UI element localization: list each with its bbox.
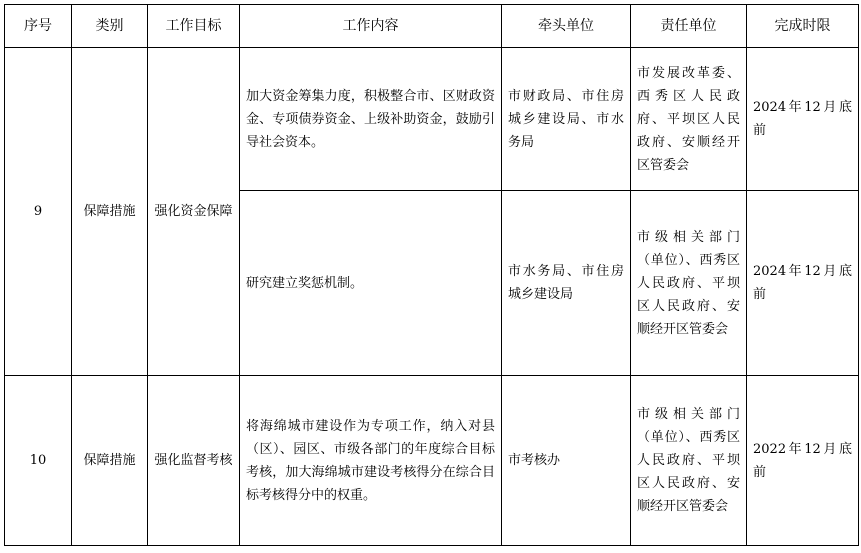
header-seq: 序号: [5, 5, 72, 48]
category-cell: 保障措施: [72, 48, 148, 376]
deadline-cell: 2024年12月底前: [747, 48, 859, 191]
lead-unit-cell: 市财政局、市住房城乡建设局、市水务局: [502, 48, 631, 191]
header-category: 类别: [72, 5, 148, 48]
header-responsible-unit: 责任单位: [631, 5, 747, 48]
content-cell: 研究建立奖惩机制。: [240, 191, 502, 376]
table-row: [5, 48, 859, 191]
header-lead-unit: 牵头单位: [502, 5, 631, 48]
deadline-cell: 2024年12月底前: [747, 191, 859, 376]
table-header-row: [5, 5, 859, 48]
table-row: [5, 376, 859, 546]
seq-cell: 10: [5, 376, 72, 546]
deadline-cell: 2022年12月底前: [747, 376, 859, 546]
responsible-unit-cell: 市发展改革委、西秀区人民政府、平坝区人民政府、安顺经开区管委会: [631, 48, 747, 191]
responsible-unit-cell: 市级相关部门（单位）、西秀区人民政府、平坝区人民政府、安顺经开区管委会: [631, 376, 747, 546]
header-deadline: 完成时限: [747, 5, 859, 48]
goal-cell: 强化资金保障: [148, 48, 240, 376]
content-cell: 加大资金筹集力度，积极整合市、区财政资金、专项债券资金、上级补助资金，鼓励引导社会资本。: [240, 48, 502, 191]
header-goal: 工作目标: [148, 5, 240, 48]
work-table: [4, 4, 859, 546]
category-cell: 保障措施: [72, 376, 148, 546]
goal-cell: 强化监督考核: [148, 376, 240, 546]
content-cell: 将海绵城市建设作为专项工作，纳入对县（区）、园区、市级各部门的年度综合目标考核，加大海绵城市建设考核得分在综合目标考核得分中的权重。: [240, 376, 502, 546]
seq-cell: 9: [5, 48, 72, 376]
lead-unit-cell: 市考核办: [502, 376, 631, 546]
lead-unit-cell: 市水务局、市住房城乡建设局: [502, 191, 631, 376]
responsible-unit-cell: 市级相关部门（单位）、西秀区人民政府、平坝区人民政府、安顺经开区管委会: [631, 191, 747, 376]
header-content: 工作内容: [240, 5, 502, 48]
